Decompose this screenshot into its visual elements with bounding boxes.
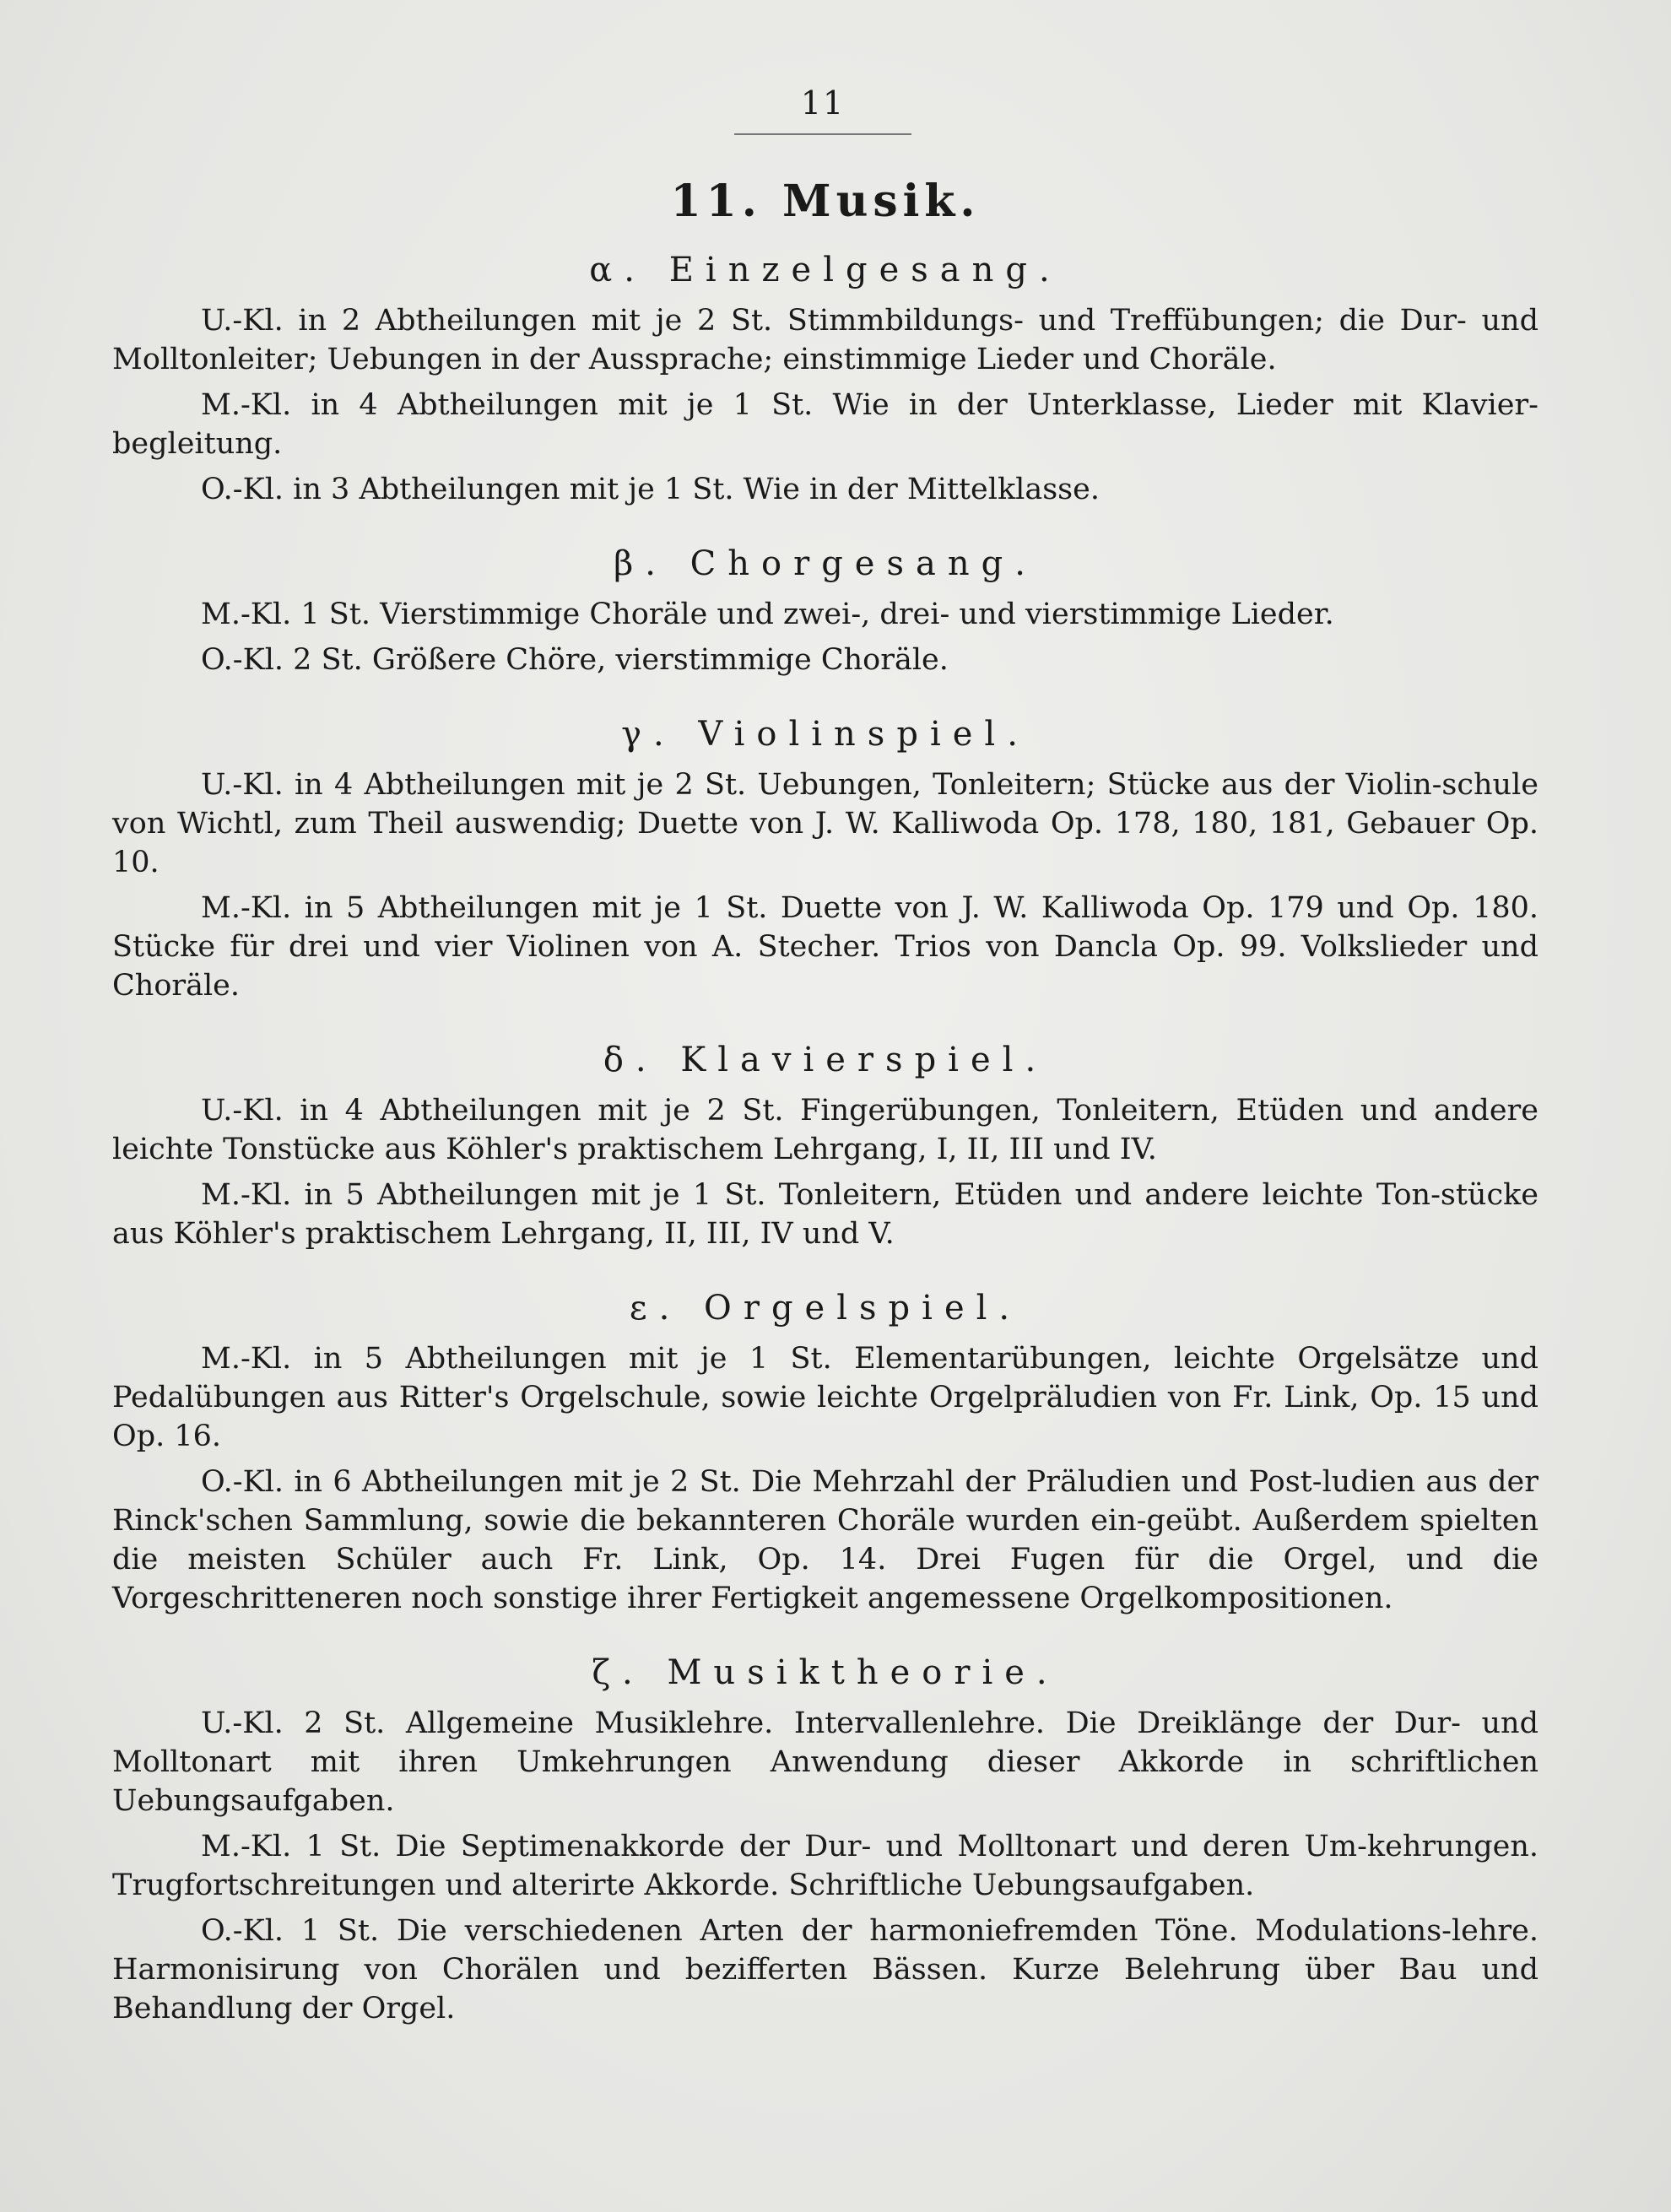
paragraph: M.-Kl. in 4 Abtheilungen mit je 1 St. Wie in der Unterklasse, Lieder mit Klavier-begleitung. bbox=[112, 388, 1539, 461]
section-title: 11. Musik. bbox=[670, 176, 981, 227]
paragraph: M.-Kl. in 5 Abtheilungen mit je 1 St. Tonleitern, Etüden und andere leichte Ton-stücke aus Köhler's praktischem Lehrgang, II, III, IV und V. bbox=[112, 1178, 1539, 1251]
paragraph: M.-Kl. 1 St. Vierstimmige Choräle und zwei-, drei- und vierstimmige Lieder. bbox=[201, 598, 1334, 631]
subsection-heading: δ. Klavierspiel. bbox=[603, 1041, 1048, 1079]
page-number: 11 bbox=[800, 84, 846, 122]
paragraph: O.-Kl. 1 St. Die verschiedenen Arten der harmoniefremden Töne. Modulations-lehre. Harmonisirung von Chorälen und bezifferten Bässen. Kurze Belehrung über Bau und Behandlung der Orgel. bbox=[112, 1914, 1539, 2025]
paragraph: O.-Kl. in 6 Abtheilungen mit je 2 St. Die Mehrzahl der Präludien und Post-ludien aus der Rinck'schen Sammlung, sowie die bekannteren Choräle wurden ein-geübt. Außerdem spielten die meisten Schüler auch Fr. Link, Op. 14. Drei Fugen für die Orgel, und die Vorgeschritteneren noch sonstige ihrer Fertigkeit angemessene Orgelkompositionen. bbox=[112, 1465, 1539, 1615]
header-rule bbox=[734, 133, 911, 135]
subsection-orgelspiel bbox=[112, 1289, 1539, 1618]
subsection-einzelgesang bbox=[112, 251, 1539, 509]
paragraph: M.-Kl. in 5 Abtheilungen mit je 1 St. Elementarübungen, leichte Orgelsätze und Pedalübungen aus Ritter's Orgelschule, sowie leichte Orgelpräludien von Fr. Link, Op. 15 und Op. 16. bbox=[112, 1342, 1539, 1453]
paragraph: U.-Kl. in 2 Abtheilungen mit je 2 St. Stimmbildungs- und Treffübungen; die Dur- und Molltonleiter; Uebungen in der Aussprache; einstimmige Lieder und Choräle. bbox=[112, 304, 1539, 376]
subsection-heading: α. Einzelgesang. bbox=[589, 251, 1062, 289]
paragraph: M.-Kl. 1 St. Die Septimenakkorde der Dur- und Molltonart und deren Um-kehrungen. Trugfortschreitungen und alterirte Akkorde. Schriftliche Uebungsaufgaben. bbox=[112, 1830, 1539, 1902]
subsection-heading: β. Chorgesang. bbox=[614, 544, 1037, 583]
subsection-chorgesang bbox=[112, 544, 1539, 679]
subsection-musiktheorie bbox=[112, 1653, 1539, 2028]
subsection-heading: ζ. Musiktheorie. bbox=[592, 1653, 1059, 1692]
paragraph: O.-Kl. 2 St. Größere Chöre, vierstimmige Choräle. bbox=[201, 643, 949, 677]
subsection-heading: γ. Violinspiel. bbox=[621, 715, 1030, 754]
page-body bbox=[112, 169, 1539, 2035]
subsection-violinspiel bbox=[112, 715, 1539, 1005]
paragraph: U.-Kl. in 4 Abtheilungen mit je 2 St. Fingerübungen, Tonleitern, Etüden und andere leichte Tonstücke aus Köhler's praktischem Lehrgang, I, II, III und IV. bbox=[112, 1094, 1539, 1166]
paragraph: O.-Kl. in 3 Abtheilungen mit je 1 St. Wie in der Mittelklasse. bbox=[201, 473, 1100, 506]
paragraph: U.-Kl. in 4 Abtheilungen mit je 2 St. Uebungen, Tonleitern; Stücke aus der Violin-schule von Wichtl, zum Theil auswendig; Duette von J. W. Kalliwoda Op. 178, 180, 181, Gebauer Op. 10. bbox=[112, 768, 1539, 879]
subsection-klavierspiel bbox=[112, 1041, 1539, 1253]
subsection-heading: ε. Orgelspiel. bbox=[629, 1289, 1022, 1328]
paragraph: M.-Kl. in 5 Abtheilungen mit je 1 St. Duette von J. W. Kalliwoda Op. 179 und Op. 180. Stücke für drei und vier Violinen von A. Stecher. Trios von Dancla Op. 99. Volkslieder und Choräle. bbox=[112, 891, 1539, 1003]
paragraph: U.-Kl. 2 St. Allgemeine Musiklehre. Intervallenlehre. Die Dreiklänge der Dur- und Molltonart mit ihren Umkehrungen Anwendung dieser Akkorde in schriftlichen Uebungsaufgaben. bbox=[112, 1706, 1539, 1818]
